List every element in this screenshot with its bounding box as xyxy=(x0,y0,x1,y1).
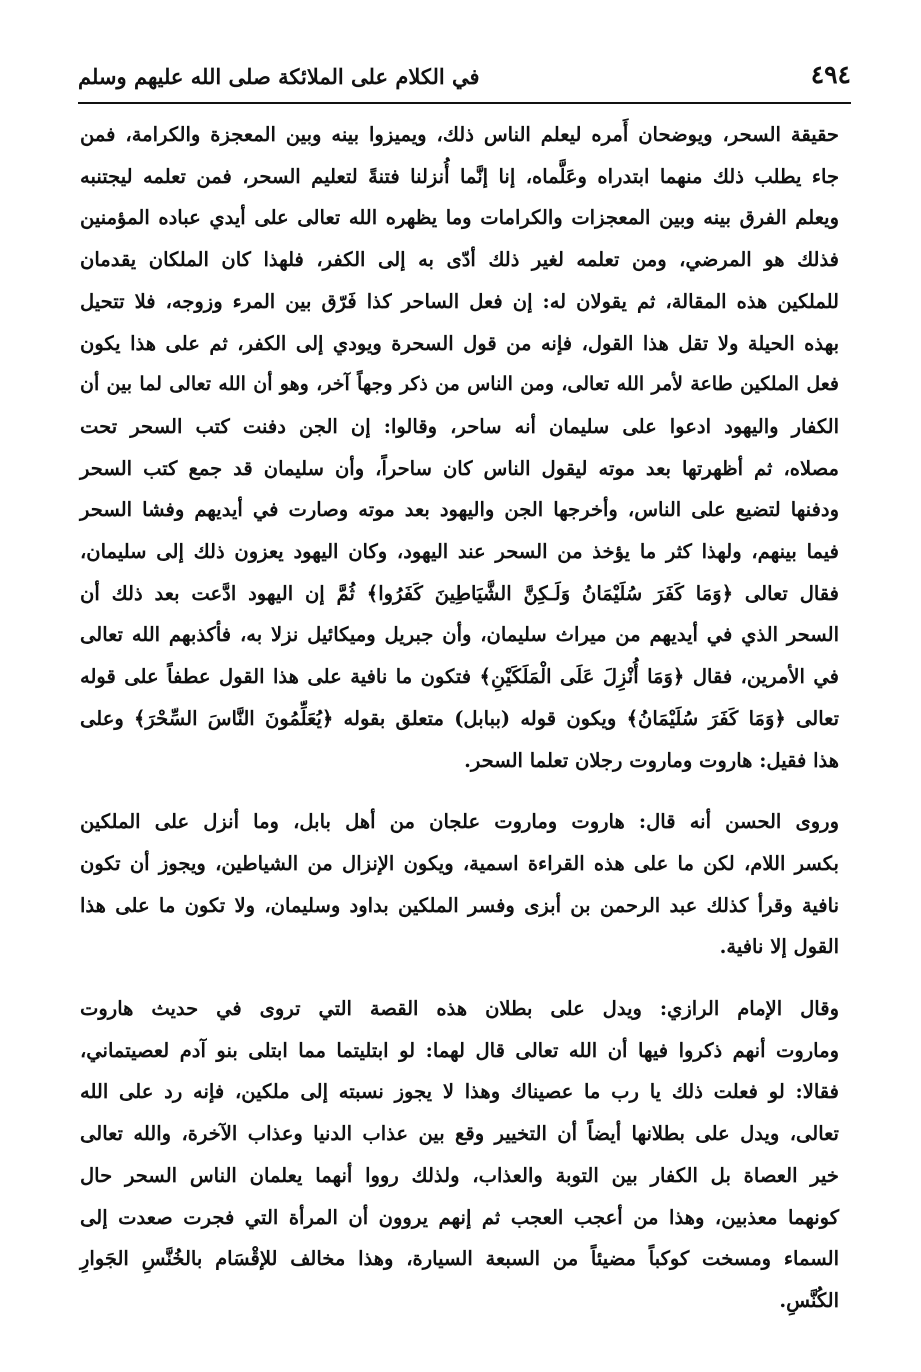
running-title: في الكلام على الملائكة صلى الله عليهم وسلم xyxy=(78,64,480,89)
text-line: السحر الذي في أيديهم من ميراث سليمان، وأن جبريل وميكائيل نزلا به، فأكذبهم الله تعالى xyxy=(80,623,839,647)
text-line: خير العصاة بل الكفار بين التوبة والعذاب، ولذلك رووا أنهما يعلمان الناس السحر حال xyxy=(80,1163,839,1187)
page-body xyxy=(80,114,839,1322)
paragraph-2 xyxy=(80,801,839,968)
text-line: السماء ومسخت كوكباً مضيئاً من السبعة السيارة، وهذا مخالف للإقْسَام بالخُنَّسِ الجَوارِ xyxy=(80,1247,839,1271)
text-line: وروى الحسن أنه قال: هاروت وماروت علجان من أهل بابل، وما أنزل على الملكين xyxy=(80,810,839,834)
paragraph-1 xyxy=(80,114,839,781)
text-line: مصلاه، ثم أظهرتها بعد موته ليقول الناس كان ساحراً، وأن سليمان قد جمع كتب السحر xyxy=(80,456,839,480)
text-line: فذلك هو المرضي، ومن تعلمه لغير ذلك أدّى به إلى الكفر، فلهذا كان الملكان يقدمان xyxy=(80,248,839,272)
text-line: جاء يطلب ذلك منهما ابتدراه وعَلَّماه، إنا إنَّما أُنزلنا فتنةً لتعليم السحر، فمن تعلمه ليجتنبه xyxy=(80,164,839,188)
header-divider xyxy=(78,102,851,104)
text-line: تعالى، ويدل على بطلانها أيضاً أن التخيير وقع بين عذاب الدنيا وعذاب الآخرة، والله تعالى xyxy=(80,1122,839,1146)
text-line: الكفار واليهود ادعوا على سليمان أنه ساحر، وقالوا: إن الجن دفنت كتب السحر تحت xyxy=(80,414,839,438)
text-line: هذا فقيل: هاروت وماروت رجلان تعلما السحر. xyxy=(464,748,839,772)
text-line: وماروت أنهم ذكروا فيها أن الله تعالى قال لهما: لو ابتليتما مما ابتلى بنو آدم لعصيتماني، xyxy=(80,1038,839,1062)
text-line: فعل الملكين طاعة لأمر الله تعالى، ومن الناس من ذكر وجهاً آخر، وهو أن الله تعالى لما بين أن xyxy=(80,373,839,396)
text-line: فقال تعالى ﴿وَمَا كَفَرَ سُلَيْمَانُ وَلَـكِنَّ الشَّيَاطِينَ كَفَرُوا﴾ ثُمَّ إن اليهود ادَّعت بعد ذلك أن xyxy=(80,581,839,605)
text-line: في الأمرين، فقال ﴿وَمَا أُنْزِلَ عَلَى الْمَلَكَيْنِ﴾ فتكون ما نافية على هذا القول عطفاً على قوله xyxy=(80,665,839,689)
text-line: حقيقة السحر، ويوضحان أَمره ليعلم الناس ذلك، ويميزوا بينه وبين المعجزة والكرامة، فمن xyxy=(80,123,839,146)
page-number: ٤٩٤ xyxy=(810,60,851,89)
text-line: نافية وقرأ كذلك عبد الرحمن بن أبزى وفسر الملكين بداود وسليمان، ولا تكون ما على هذا xyxy=(80,893,839,917)
page-header xyxy=(78,58,851,102)
text-line: وقال الإمام الرازي: ويدل على بطلان هذه القصة التي تروى في حديث هاروت xyxy=(80,997,839,1021)
text-line: تعالى ﴿وَمَا كَفَرَ سُلَيْمَانُ﴾ ويكون قوله (ببابل) متعلق بقوله ﴿يُعَلِّمُونَ النَّاسَ السِّحْرَ﴾ وعلى xyxy=(80,706,839,730)
text-line: ويعلم الفرق بينه وبين المعجزات والكرامات وما يظهره الله تعالى على أيدي عباده المؤمنين xyxy=(80,206,839,230)
text-line: كونهما معذبين، وهذا من أعجب العجب ثم إنهم يروون أن المرأة التي فجرت صعدت إلى xyxy=(80,1205,839,1229)
paragraph-3 xyxy=(80,988,839,1322)
text-line: القول إلا نافية. xyxy=(719,935,839,959)
text-line: بهذه الحيلة ولا تقل هذا القول، فإنه من قول السحرة ويودي إلى الكفر، ثم على هذا يكون xyxy=(80,331,839,355)
text-line: للملكين هذه المقالة، ثم يقولان له: إن فعل الساحر كذا فَرّق بين المرء وزوجه، فلا تتحيل xyxy=(80,289,839,313)
text-line: فقالا: لو فعلت ذلك يا رب ما عصيناك وهذا لا يجوز نسبته إلى ملكين، فإنه رد على الله xyxy=(80,1080,839,1104)
text-line: ودفنها لتضيع على الناس، وأخرجها الجن واليهود بعد موته وصارت في أيديهم وفشا السحر xyxy=(80,498,839,522)
text-line: فيما بينهم، ولهذا كثر ما يؤخذ من السحر عند اليهود، وكان اليهود يعزون ذلك إلى سليمان، xyxy=(80,540,839,564)
text-line: الكُنَّسِ. xyxy=(779,1288,839,1312)
text-line: بكسر اللام، لكن ما على هذه القراءة اسمية، ويكون الإنزال من الشياطين، ويجوز أن تكون xyxy=(80,851,839,875)
